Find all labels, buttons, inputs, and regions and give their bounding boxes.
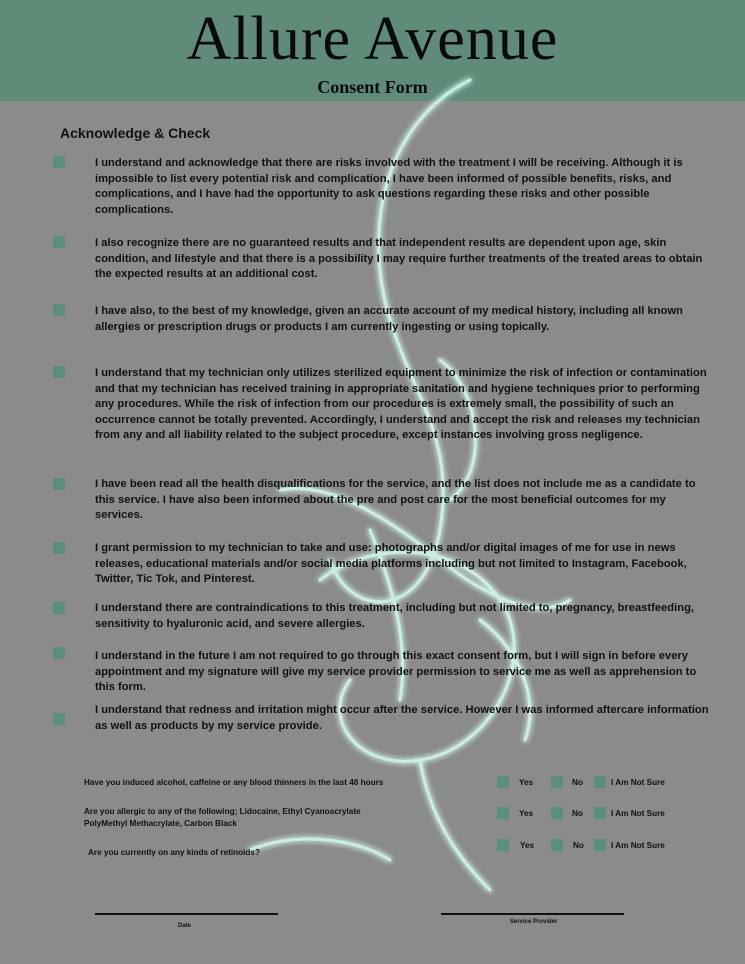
ack-text: I grant permission to my technician to take and use: photographs and/or digital images of me for use in news releases, educational materials and/or social media platforms including but not limited to Instagram, Facebook, Twitter, Tic Tok, and Pinterest. bbox=[95, 542, 687, 586]
q1-yes-label: Yes bbox=[519, 778, 534, 787]
ack-text: I also recognize there are no guaranteed results and that independent results are dependent upon age, skin condition, and lifestyle and that there is a possibility I may require further treatments of the treated areas to obtain the expected results at an additional cost. bbox=[95, 237, 703, 281]
q2-yes-checkbox[interactable] bbox=[497, 807, 509, 819]
q3-no-label: No bbox=[573, 841, 584, 850]
ack-text: I understand that redness and irritation might occur after the service. However I was informed aftercare information as well as products by my service provide. bbox=[95, 704, 709, 732]
ack-checkbox[interactable] bbox=[53, 236, 65, 248]
q1-yes-checkbox[interactable] bbox=[497, 776, 509, 788]
ack-checkbox[interactable] bbox=[53, 647, 65, 659]
brand-title: Allure Avenue bbox=[186, 5, 559, 73]
q3-yes-label: Yes bbox=[520, 841, 535, 850]
question-retinoids: Are you currently on any kinds of retinoids? bbox=[88, 848, 260, 857]
question-allergies: Are you allergic to any of the following; Lidocaine, Ethyl Cyanoacrylate PolyMethyl Methacrylate, Carbon Black bbox=[84, 807, 361, 828]
q2-no-checkbox[interactable] bbox=[551, 807, 563, 819]
q2-yes-label: Yes bbox=[519, 809, 534, 818]
q1-no-label: No bbox=[572, 778, 583, 787]
q1-unsure-checkbox[interactable] bbox=[594, 776, 606, 788]
ack-checkbox[interactable] bbox=[53, 713, 65, 725]
date-signature-line[interactable] bbox=[95, 913, 278, 915]
provider-signature-line[interactable] bbox=[441, 913, 624, 915]
section-title: Acknowledge & Check bbox=[60, 125, 211, 141]
q1-no-checkbox[interactable] bbox=[551, 776, 563, 788]
ack-text: I have been read all the health disqualifications for the service, and the list does not include me as a candidate to this service. I have also been informed about the pre and post care for the most beneficial outcomes for my services. bbox=[95, 478, 696, 522]
q3-yes-checkbox[interactable] bbox=[497, 839, 509, 851]
ack-text: I understand in the future I am not required to go through this exact consent form, but I will sign in before every appointment and my signature will give my service provider permission to service me as well as apprehension to this form. bbox=[95, 650, 697, 694]
q2-no-label: No bbox=[572, 809, 583, 818]
ack-checkbox[interactable] bbox=[53, 542, 65, 554]
ack-text: I have also, to the best of my knowledge, given an accurate account of my medical history, including all known allergies or prescription drugs or products I am currently ingesting or using topically. bbox=[95, 305, 683, 333]
ack-checkbox[interactable] bbox=[53, 602, 65, 614]
ack-text: I understand there are contraindications to this treatment, including but not limited to, pregnancy, breastfeeding, sensitivity to hyaluronic acid, and severe allergies. bbox=[95, 602, 695, 630]
ack-text: I understand and acknowledge that there are risks involved with the treatment I will be receiving. Although it is impossible to list every potential risk and complication, I have been informed of possible benefits, risks, and complications, and I have had the opportunity to ask questions regarding these risks and other possible complications. bbox=[95, 157, 683, 216]
ack-text: I understand that my technician only utilizes sterilized equipment to minimize the risk of infection or contamination and that my technician has received training in appropriate sanitation and hygiene techniques prior to performing any procedures. While the risk of infection from our procedures is extremely small, the possibility of such an occurrence cannot be totally prevented. Accordingly, I understand and accept the risk and releases my technician from any and all liability related to the subject procedure, except instances involving gross negligence. bbox=[95, 367, 707, 442]
ack-checkbox[interactable] bbox=[53, 304, 65, 316]
q3-unsure-label: I Am Not Sure bbox=[611, 841, 665, 850]
q3-no-checkbox[interactable] bbox=[551, 839, 563, 851]
service-provider-label: Service Provider bbox=[510, 919, 558, 925]
q2-unsure-label: I Am Not Sure bbox=[611, 809, 665, 818]
ack-checkbox[interactable] bbox=[53, 366, 65, 378]
ack-checkbox[interactable] bbox=[53, 478, 65, 490]
question-alcohol: Have you induced alcohol, caffeine or any blood thinners in the last 48 hours bbox=[84, 778, 384, 787]
q1-unsure-label: I Am Not Sure bbox=[611, 778, 665, 787]
form-title: Consent Form bbox=[317, 77, 428, 97]
q3-unsure-checkbox[interactable] bbox=[594, 839, 606, 851]
date-label: Date bbox=[178, 923, 192, 929]
ack-checkbox[interactable] bbox=[53, 156, 65, 168]
q2-unsure-checkbox[interactable] bbox=[594, 807, 606, 819]
